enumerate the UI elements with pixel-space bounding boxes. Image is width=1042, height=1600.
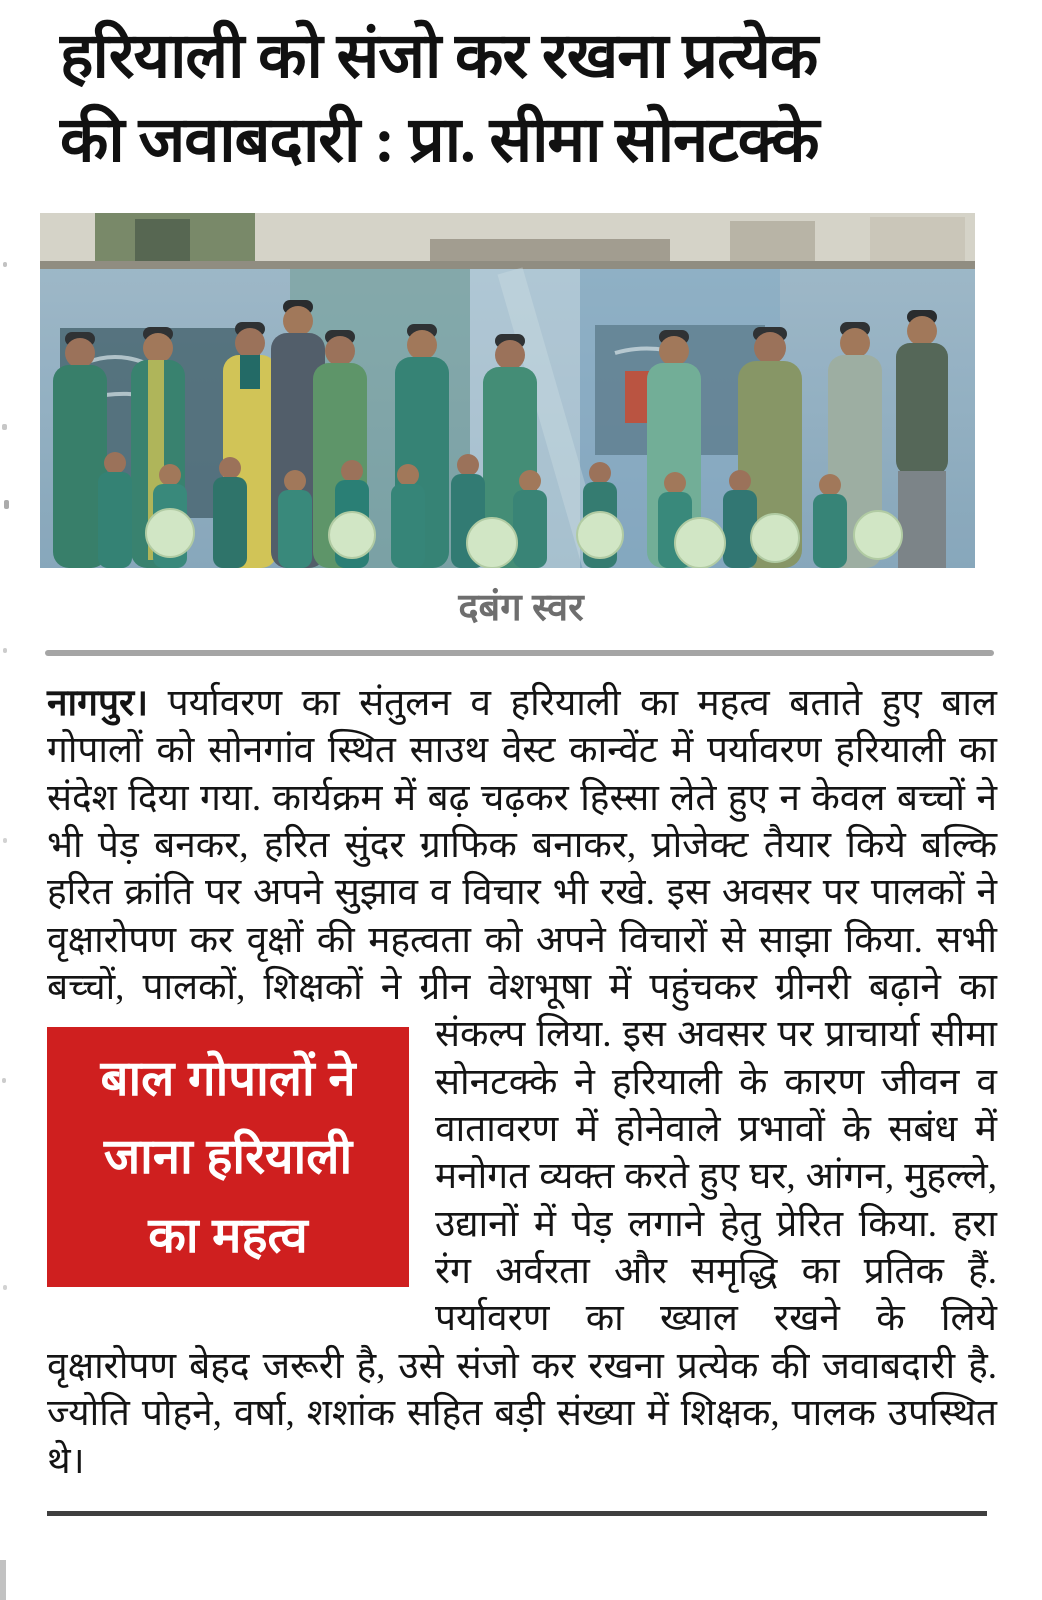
scan-artifact: [3, 262, 7, 267]
article-lead-text: पर्यावरण का संतुलन व हरियाली का महत्व बताते हुए बाल गोपालों को सोनगांव स्थित साउथ वेस्ट कान्वेंट में पर्यावरण हरियाली का संदेश दिया गया. कार्यक्रम में बढ़ चढ़कर हिस्सा लेते हुए न केवल बच्चों ने भी पेड़ बनकर, हरित सुंदर ग्राफिक बनाकर, प्रोजेक्ट तैयार किये बल्कि हरित क्रांति पर अपने सुझाव व विचार भी रखे. इस अवसर पर पालकों ने वृक्षारोपण कर वृक्षों की महत्वता को अपने विचारों से साझा किया. सभी बच्चों, पालकों, शिक्षकों ने ग्रीन वेशभूषा में पहुंचकर ग्रीनरी बढ़ाने का संकल्प लिया. इस अवसर पर प्राचार्या: [47, 682, 997, 1056]
publication-caption: दबंग स्वर: [458, 586, 584, 629]
news-photo-illustration: [40, 213, 975, 568]
article-headline: [60, 14, 996, 183]
highlight-box: [47, 1027, 409, 1287]
scan-artifact: [4, 500, 9, 509]
article-body: [47, 680, 997, 1485]
scan-artifact: [3, 1285, 7, 1290]
photo-tone-wash: [40, 213, 975, 568]
scan-artifact: [3, 838, 7, 843]
dateline: नागपुर।: [47, 682, 149, 724]
scan-artifact: [3, 648, 7, 653]
article-continuation-text: सीमा सोनटक्के ने हरियाली के कारण जीवन व वातावरण में होनेवाले प्रभावों के सबंध में मनोगत व्यक्त करते हुए घर, आंगन, मुहल्ले, उद्यानों में पेड़ लगाने हेतु प्रेरित किया. हरा रंग अर्वरता और समृद्धि का प्रतिक हैं. पर्यावरण का ख्याल रखने के लिये वृक्षारोपण बेहद जरूरी है, उसे संजो कर रखना प्रत्येक की जवाबदारी है. ज्योति पोहने, वर्षा, शशांक सहित बड़ी संख्या में शिक्षक, पालक उपस्थित थे।: [47, 1014, 998, 1482]
headline-line-2: की जवाबदारी : प्रा. सीमा सोनटक्के: [60, 105, 819, 176]
highlight-line-1: बाल गोपालों ने: [100, 1051, 356, 1106]
highlight-line-3: का महत्व: [148, 1208, 308, 1263]
highlight-line-2: जाना हरियाली: [103, 1130, 353, 1185]
scan-artifact: [0, 1560, 6, 1600]
bottom-divider: [47, 1511, 987, 1516]
caption-divider: [45, 650, 994, 656]
news-photo: [40, 213, 975, 568]
scan-artifact: [2, 1078, 6, 1083]
headline-line-1: हरियाली को संजो कर रखना प्रत्येक: [60, 21, 818, 91]
scan-artifact: [2, 424, 7, 430]
